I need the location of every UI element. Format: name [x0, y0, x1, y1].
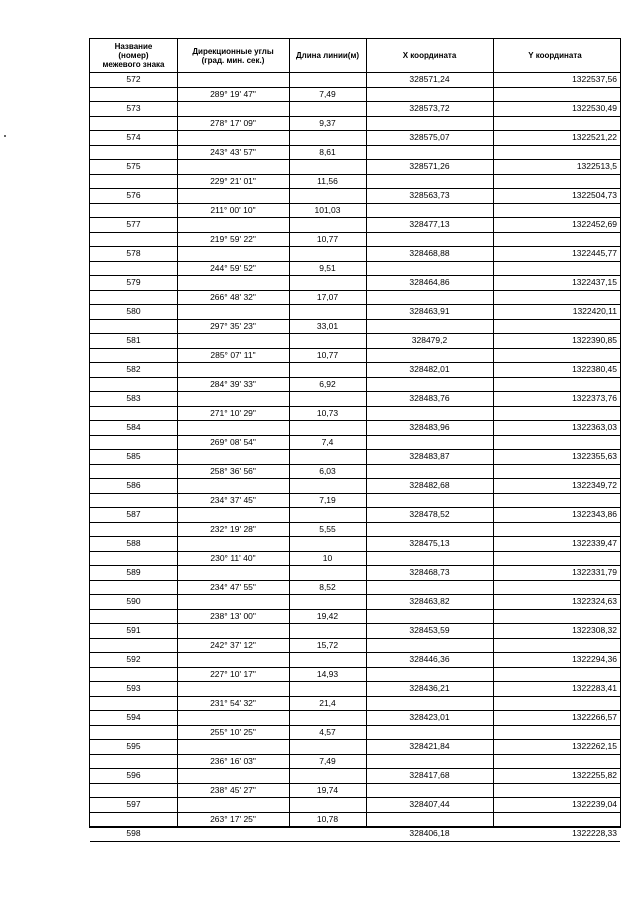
direction-angle: 238° 13' 00"	[210, 610, 256, 621]
line-length: 101,03	[314, 204, 341, 215]
y-coordinate: 1322228,33	[572, 828, 617, 838]
column-divider	[366, 39, 367, 827]
point-name: 578	[126, 248, 141, 258]
y-coordinate: 1322445,77	[572, 248, 617, 258]
direction-angle: 244° 59' 52"	[210, 262, 256, 273]
x-coordinate: 328477,13	[409, 219, 450, 229]
line-length: 33,01	[316, 320, 339, 331]
x-coordinate: 328463,82	[409, 596, 450, 606]
y-coordinate: 1322521,22	[572, 132, 617, 142]
direction-angle: 269° 08' 54"	[210, 436, 256, 447]
line-length: 10,78	[316, 813, 339, 824]
point-name: 587	[126, 509, 141, 519]
x-coordinate: 328479,2	[411, 335, 448, 345]
x-coordinate: 328421,84	[409, 741, 450, 751]
line-length: 7,4	[321, 436, 334, 447]
line-length: 7,49	[319, 88, 336, 99]
y-coordinate: 1322437,15	[572, 277, 617, 287]
x-coordinate: 328478,52	[409, 509, 450, 519]
y-coordinate: 1322283,41	[572, 683, 617, 693]
point-name: 593	[126, 683, 141, 693]
y-coordinate: 1322504,73	[572, 190, 617, 200]
line-length: 8,61	[319, 146, 336, 157]
direction-angle: 242° 37' 12"	[210, 639, 256, 650]
header-name: Название (номер) межевого знака	[102, 42, 165, 69]
y-coordinate: 1322339,47	[572, 538, 617, 548]
direction-angle: 234° 37' 45"	[210, 494, 256, 505]
line-length: 9,37	[319, 117, 336, 128]
point-name: 595	[126, 741, 141, 751]
line-length: 14,93	[316, 668, 339, 679]
line-length: 10,77	[316, 349, 339, 360]
y-coordinate: 1322294,36	[572, 654, 617, 664]
line-length: 7,49	[319, 755, 336, 766]
y-coordinate: 1322331,79	[572, 567, 617, 577]
x-coordinate: 328464,86	[409, 277, 450, 287]
y-coordinate: 1322343,86	[572, 509, 617, 519]
y-coordinate: 1322363,03	[572, 422, 617, 432]
direction-angle: 278° 17' 09"	[210, 117, 256, 128]
column-divider	[493, 39, 494, 827]
line-length: 7,19	[319, 494, 336, 505]
y-coordinate: 1322349,72	[572, 480, 617, 490]
direction-angle: 297° 35' 23"	[210, 320, 256, 331]
line-length: 6,92	[319, 378, 336, 389]
header-y: Y координата	[528, 51, 582, 60]
point-name: 589	[126, 567, 141, 577]
point-name: 581	[126, 335, 141, 345]
x-coordinate: 328423,01	[409, 712, 450, 722]
direction-angle: 263° 17' 25"	[210, 813, 256, 824]
point-name: 583	[126, 393, 141, 403]
line-length: 10,77	[316, 233, 339, 244]
x-coordinate: 328463,91	[409, 306, 450, 316]
point-name: 584	[126, 422, 141, 432]
line-length: 4,57	[319, 726, 336, 737]
x-coordinate: 328475,13	[409, 538, 450, 548]
point-name: 580	[126, 306, 141, 316]
line-length: 15,72	[316, 639, 339, 650]
coordinates-table	[89, 38, 621, 838]
point-name: 576	[126, 190, 141, 200]
point-name: 574	[126, 132, 141, 142]
line-length: 21,4	[319, 697, 336, 708]
y-coordinate: 1322380,45	[572, 364, 617, 374]
y-coordinate: 1322452,69	[572, 219, 617, 229]
x-coordinate: 328575,07	[409, 132, 450, 142]
direction-angle: 255° 10' 25"	[210, 726, 256, 737]
direction-angle: 227° 10' 17"	[210, 668, 256, 679]
y-coordinate: 1322390,85	[572, 335, 617, 345]
direction-angle: 243° 43' 57"	[210, 146, 256, 157]
x-coordinate: 328406,18	[409, 828, 450, 838]
x-coordinate: 328483,96	[409, 422, 450, 432]
point-name: 586	[126, 480, 141, 490]
x-coordinate: 328571,26	[409, 161, 450, 171]
direction-angle: 236° 16' 03"	[210, 755, 256, 766]
point-name: 590	[126, 596, 141, 606]
direction-angle: 266° 48' 32"	[210, 291, 256, 302]
x-coordinate: 328417,68	[409, 770, 450, 780]
y-coordinate: 1322513,5	[576, 161, 617, 171]
line-length: 8,52	[319, 581, 336, 592]
line-length: 19,74	[316, 784, 339, 795]
x-coordinate: 328453,59	[409, 625, 450, 635]
x-coordinate: 328483,87	[409, 451, 450, 461]
point-name: 575	[126, 161, 141, 171]
x-coordinate: 328563,73	[409, 190, 450, 200]
y-coordinate: 1322373,76	[572, 393, 617, 403]
y-coordinate: 1322324,63	[572, 596, 617, 606]
row-divider	[90, 841, 620, 842]
point-name: 579	[126, 277, 141, 287]
y-coordinate: 1322420,11	[572, 306, 617, 316]
y-coordinate: 1322262,15	[572, 741, 617, 751]
y-coordinate: 1322537,56	[572, 74, 617, 84]
point-name: 592	[126, 654, 141, 664]
header-angle: Дирекционные углы (град. мин. сек.)	[192, 46, 274, 65]
x-coordinate: 328468,73	[409, 567, 450, 577]
point-name: 582	[126, 364, 141, 374]
line-length: 9,51	[319, 262, 336, 273]
point-name: 597	[126, 799, 141, 809]
point-name: 598	[126, 828, 141, 838]
y-coordinate: 1322308,32	[572, 625, 617, 635]
point-name: 588	[126, 538, 141, 548]
line-length: 10	[322, 552, 333, 563]
point-name: 594	[126, 712, 141, 722]
direction-angle: 219° 59' 22"	[210, 233, 256, 244]
point-name: 596	[126, 770, 141, 780]
x-coordinate: 328573,72	[409, 103, 450, 113]
y-coordinate: 1322355,63	[572, 451, 617, 461]
point-name: 572	[126, 74, 141, 84]
line-length: 6,03	[319, 465, 336, 476]
x-coordinate: 328482,01	[409, 364, 450, 374]
direction-angle: 229° 21' 01"	[210, 175, 256, 186]
direction-angle: 285° 07' 11"	[210, 349, 256, 360]
header-x: X координата	[402, 51, 457, 60]
line-length: 10,73	[316, 407, 339, 418]
direction-angle: 271° 10' 29"	[210, 407, 256, 418]
x-coordinate: 328468,88	[409, 248, 450, 258]
x-coordinate: 328436,21	[409, 683, 450, 693]
direction-angle: 231° 54' 32"	[210, 697, 256, 708]
direction-angle: 232° 19' 28"	[210, 523, 256, 534]
line-length: 11,56	[317, 175, 338, 186]
line-length: 19,42	[316, 610, 339, 621]
point-name: 591	[126, 625, 141, 635]
direction-angle: 234° 47' 55"	[210, 581, 256, 592]
point-name: 577	[126, 219, 141, 229]
y-coordinate: 1322239,04	[572, 799, 617, 809]
header-length: Длина линии(м)	[295, 51, 360, 60]
line-length: 5,55	[319, 523, 336, 534]
x-coordinate: 328571,24	[409, 74, 450, 84]
x-coordinate: 328483,76	[409, 393, 450, 403]
y-coordinate: 1322266,57	[572, 712, 617, 722]
x-coordinate: 328407,44	[409, 799, 450, 809]
direction-angle: 211° 00' 10"	[210, 204, 256, 215]
direction-angle: 284° 39' 33"	[210, 378, 256, 389]
direction-angle: 238° 45' 27"	[210, 784, 256, 795]
point-name: 585	[126, 451, 141, 461]
margin-dot	[4, 135, 6, 137]
point-name: 573	[126, 103, 141, 113]
direction-angle: 289° 19' 47"	[210, 88, 256, 99]
direction-angle: 230° 11' 40"	[210, 552, 256, 563]
y-coordinate: 1322255,82	[572, 770, 617, 780]
x-coordinate: 328482,68	[409, 480, 450, 490]
y-coordinate: 1322530,49	[572, 103, 617, 113]
direction-angle: 258° 36' 56"	[210, 465, 256, 476]
line-length: 17,07	[316, 291, 339, 302]
x-coordinate: 328446,36	[409, 654, 450, 664]
